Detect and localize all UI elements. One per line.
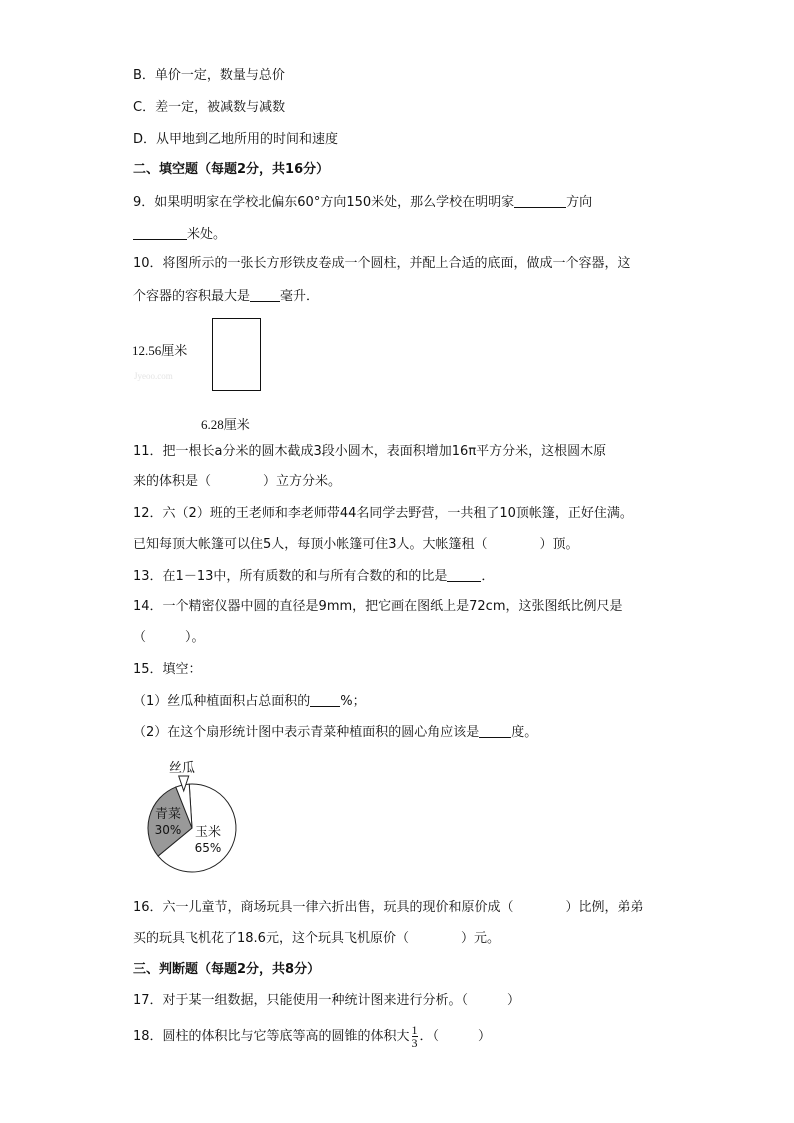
question-15-1 bbox=[133, 693, 366, 710]
q13-text-b: ． bbox=[481, 569, 495, 584]
q10-text-c: 毫升． bbox=[280, 289, 320, 304]
question-14-cont: （ ）。 bbox=[133, 630, 205, 645]
pie-value-greens: 30% bbox=[154, 823, 182, 837]
answer-blank[interactable] bbox=[250, 288, 280, 302]
q15-sub1-b: %； bbox=[340, 694, 366, 709]
q9-text-a: 9．如果明明家在学校北偏东60°方向150米处，那么学校在明明家 bbox=[133, 195, 515, 210]
question-10-cont bbox=[133, 288, 319, 305]
question-17: 17．对于某一组数据，只能使用一种统计图来进行分析。（ ） bbox=[133, 993, 521, 1008]
question-14: 14．一个精密仪器中圆的直径是9mm，把它画在图纸上是72cm，这张图纸比例尺是 bbox=[133, 599, 623, 614]
question-9-cont bbox=[133, 226, 226, 243]
figure-rectangle bbox=[132, 316, 272, 434]
rectangle-shape bbox=[212, 318, 261, 391]
pie-label-corn: 玉米 bbox=[194, 825, 222, 840]
question-15: 15．填空： bbox=[133, 662, 202, 677]
q18-text-a: 18．圆柱的体积比与它等底等高的圆锥的体积大 bbox=[133, 1029, 410, 1044]
rect-width-label: 6.28厘米 bbox=[201, 417, 250, 432]
question-10: 10．将图所示的一张长方形铁皮卷成一个圆柱，并配上合适的底面，做成一个容器，这 bbox=[133, 256, 631, 271]
pie-label-loofah: 丝瓜 bbox=[168, 761, 196, 776]
q10-text-b: 个容器的容积最大是 bbox=[133, 289, 251, 304]
q18-text-b: ．（ ） bbox=[419, 1029, 492, 1044]
pie-label-greens: 青菜 bbox=[154, 807, 182, 822]
question-9 bbox=[133, 194, 592, 211]
question-12: 12．六（2）班的王老师和李老师带44名同学去野营，一共租了10顶帐篷，正好住满。 bbox=[133, 506, 633, 521]
option-b: B．单价一定，数量与总价 bbox=[133, 68, 285, 83]
pie-value-corn: 65% bbox=[194, 841, 222, 855]
question-16: 16．六一儿童节，商场玩具一律六折出售，玩具的现价和原价成（ ）比例，弟弟 bbox=[133, 900, 644, 915]
q15-sub2-a: （2）在这个扇形统计图中表示青菜种植面积的圆心角应该是 bbox=[133, 725, 480, 740]
question-11-cont: 来的体积是（ ）立方分米。 bbox=[133, 474, 342, 489]
fraction-one-third bbox=[412, 1024, 418, 1049]
q15-sub1-a: （1）丝瓜种植面积占总面积的 bbox=[133, 694, 311, 709]
option-c: C．差一定，被减数与减数 bbox=[133, 100, 286, 115]
answer-blank[interactable] bbox=[514, 194, 566, 208]
pie-chart bbox=[140, 752, 250, 874]
question-11: 11．把一根长a分米的圆木截成3段小圆木，表面积增加16π平方分米，这根圆木原 bbox=[133, 444, 607, 459]
question-13 bbox=[133, 568, 494, 585]
answer-blank[interactable] bbox=[133, 226, 187, 240]
question-16-cont: 买的玩具飞机花了18.6元，这个玩具飞机原价（ ）元。 bbox=[133, 931, 500, 946]
q9-text-b: 方向 bbox=[566, 195, 593, 210]
question-18 bbox=[133, 1023, 492, 1050]
watermark: Jyeoo.com bbox=[134, 371, 173, 381]
question-12-cont: 已知每顶大帐篷可以住5人，每顶小帐篷可住3人。大帐篷租（ ）顶。 bbox=[133, 537, 579, 552]
section-3-title: 三、判断题（每题2分，共8分） bbox=[133, 962, 321, 977]
option-d: D．从甲地到乙地所用的时间和速度 bbox=[133, 132, 339, 147]
q9-text-c: 米处。 bbox=[187, 227, 227, 242]
question-15-2 bbox=[133, 724, 537, 741]
fraction-denominator: 3 bbox=[411, 1036, 418, 1050]
answer-blank[interactable] bbox=[310, 693, 340, 707]
answer-blank[interactable] bbox=[447, 568, 481, 582]
section-2-title: 二、填空题（每题2分，共16分） bbox=[133, 162, 330, 177]
q15-sub2-b: 度。 bbox=[511, 725, 538, 740]
fraction-numerator: 1 bbox=[411, 1023, 418, 1037]
answer-blank[interactable] bbox=[479, 724, 511, 738]
q13-text-a: 13．在1－13中，所有质数的和与所有合数的和的比是 bbox=[133, 569, 448, 584]
rect-height-label: 12.56厘米 bbox=[132, 343, 188, 358]
